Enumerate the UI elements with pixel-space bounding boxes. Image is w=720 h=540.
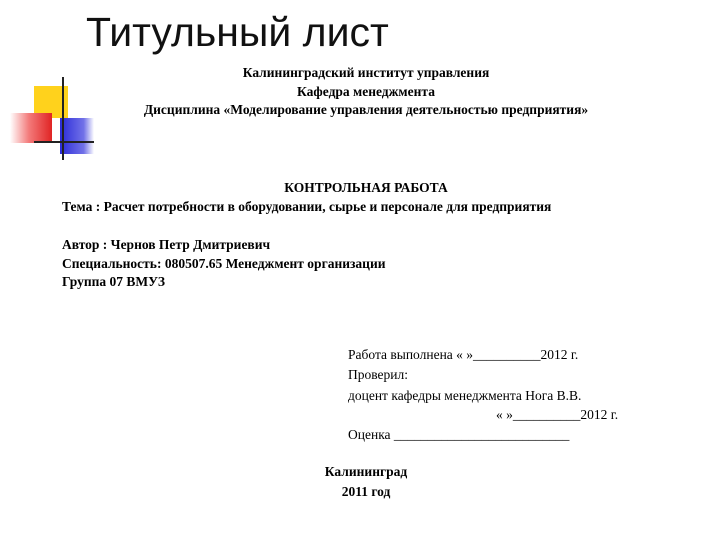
footer-city: Калининград (324, 464, 408, 479)
checker-name: доцент кафедры менеджмента Нога В.В. (348, 388, 582, 403)
work-type: КОНТРОЛЬНАЯ РАБОТА (284, 180, 448, 195)
work-topic: Тема : Расчет потребности в оборудовании, сырье и персонале для предприятия (62, 199, 552, 214)
checked-date-line: « »__________2012 г. (496, 407, 619, 422)
author-specialty: Специальность: 080507.65 Менеджмент организации (62, 256, 386, 271)
decor-horizontal-line (34, 141, 94, 143)
institute-name: Калининградский институт управления (242, 65, 490, 80)
author-name: Автор : Чернов Петр Дмитриевич (62, 237, 271, 252)
department-name: Кафедра менеджмента (297, 84, 435, 99)
slide-title: Титульный лист (86, 9, 389, 55)
author-group: Группа 07 ВМУЗ (62, 274, 165, 289)
decor-red-square (10, 113, 52, 143)
checked-label: Проверил: (348, 367, 408, 382)
completed-line: Работа выполнена « »__________2012 г. (348, 347, 579, 362)
discipline-name: Дисциплина «Моделирование управления деятельностью предприятия» (143, 102, 589, 117)
grade-line: Оценка __________________________ (348, 427, 570, 442)
decor-blue-square (60, 118, 94, 154)
footer-year: 2011 год (341, 484, 391, 499)
decor-vertical-line (62, 77, 64, 160)
